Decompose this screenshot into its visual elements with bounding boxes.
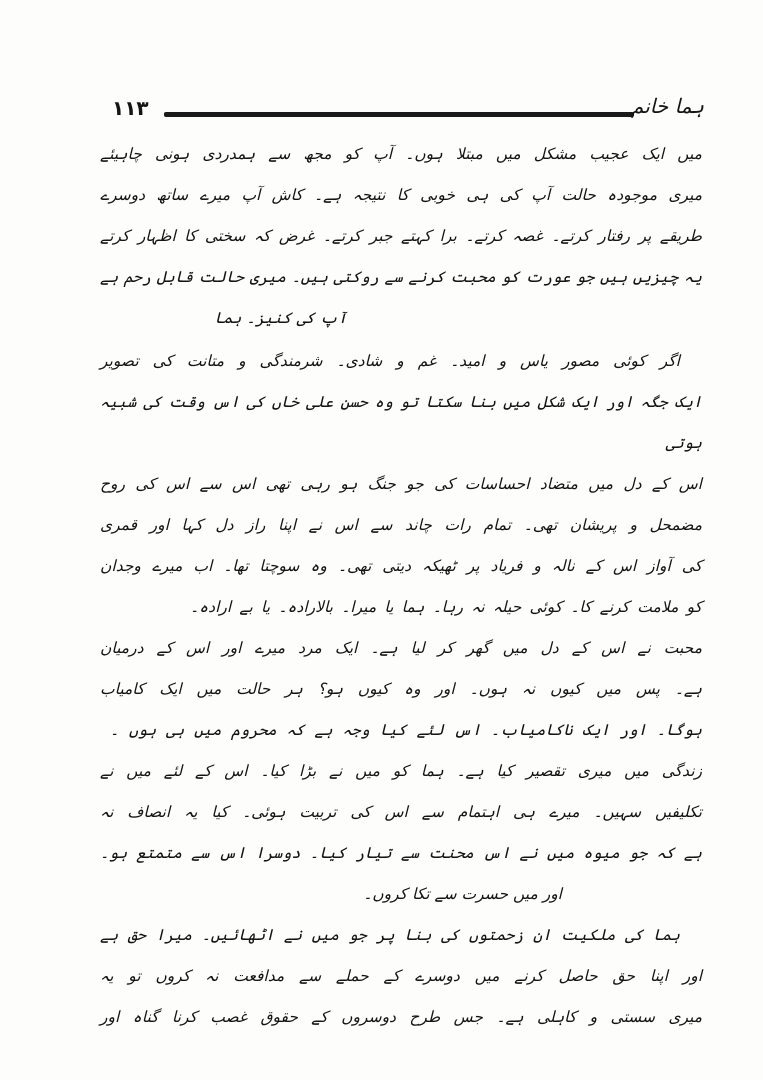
- paragraph-line: اور اپنا حق حاصل کرنے میں دوسرے کے حملے سے مدافعت نہ کروں تو یہ: [100, 967, 702, 985]
- page-number: ۱۱۳: [112, 96, 149, 120]
- paragraph-line: اس کے دل میں متضاد احساسات کی جو جنگ ہو رہی تھی اس سے اس کی روح: [100, 475, 702, 493]
- paragraph-line: ایک جگہ اور ایک شکل میں بنا سکتا تو وہ حسن علی خاں کی اس وقت کی شبیہ ہوتی: [100, 393, 702, 452]
- paragraph-line: محبت نے اس کے دل میں گھر کر لیا ہے۔ ایک مرد میرے اور اس کے درمیان: [100, 639, 702, 657]
- header-rule: [164, 112, 634, 117]
- paragraph-line: کو ملامت کرنے کا۔ کوئی حیلہ نہ رہا۔ ہما یا میرا۔ بالارادہ۔ یا بے ارادہ۔: [190, 598, 702, 616]
- paragraph-line: میری سستی و کاہلی ہے۔ جس طرح دوسروں کے حقوق غصب کرنا گناہ اور: [100, 1008, 702, 1026]
- letter-line: میں ایک عجیب مشکل میں مبتلا ہوں۔ آپ کو مجھ سے ہمدردی ہونی چاہیئے: [100, 145, 702, 163]
- book-title: ہما خانم: [630, 94, 704, 118]
- paragraph-line: ہما کی ملکیت ان زحمتوں کی بنا پر جو میں نے اٹھائیں۔ میرا حق ہے: [100, 926, 680, 944]
- letter-line: میری موجودہ حالت آپ کی ہی خوبی کا نتیجہ ہے۔ کاش آپ میرے ساتھ دوسرے: [100, 186, 702, 204]
- paragraph-line: ہے۔ پس میں کیوں نہ ہوں۔ اور وہ کیوں ہو؟ ہر حالت میں ایک کامیاب: [100, 680, 702, 698]
- paragraph-line: ہوگا۔ اور ایک ناکامیاب۔ اس لئے کیا وجہ ہے کہ محروم میں ہی ہوں ۔: [110, 721, 702, 739]
- paragraph-line: کی آواز اس کے نالہ و فریاد پر ٹھیکہ دیتی تھی۔ وہ سوچتا تھا۔ اب میرے وجدان: [100, 557, 702, 575]
- paragraph-line: مضمحل و پریشان تھی۔ تمام رات چاند سے اس نے اپنا راز دل کہا اور قمری: [100, 516, 702, 534]
- letter-signature: آپ کی کنیز۔ ہما: [214, 309, 347, 327]
- paragraph-line: زندگی میں میری تقصیر کیا ہے۔ ہما کو میں نے بڑا کیا۔ اس کے لئے میں نے: [100, 762, 702, 780]
- letter-line: یہ چیزیں ہیں جو عورت کو محبت کرنے سے روکتی ہیں۔ میری حالت قابل رحم ہے: [100, 268, 702, 286]
- letter-line: طریقے پر رفتار کرتے۔ غصہ کرتے۔ برا کہتے جبر کرتے۔ غرض کہ سختی کا اظہار کرتے: [100, 227, 702, 245]
- paragraph-line: اگر کوئی مصور یاس و امید۔ غم و شادی۔ شرمندگی و متانت کی تصویر: [100, 352, 680, 370]
- paragraph-line: اور میں حسرت سے تکا کروں۔: [363, 885, 562, 903]
- running-header: [112, 92, 704, 132]
- paragraph-line: تکلیفیں سہیں۔ میرے ہی اہتمام سے اس کی تربیت ہوئی۔ کیا یہ انصاف نہ: [100, 803, 702, 821]
- page-text: [100, 134, 702, 1038]
- paragraph-line: ہے کہ جو میوہ میں نے اس محنت سے تیار کیا۔ دوسرا اس سے متمتع ہو۔: [100, 844, 702, 862]
